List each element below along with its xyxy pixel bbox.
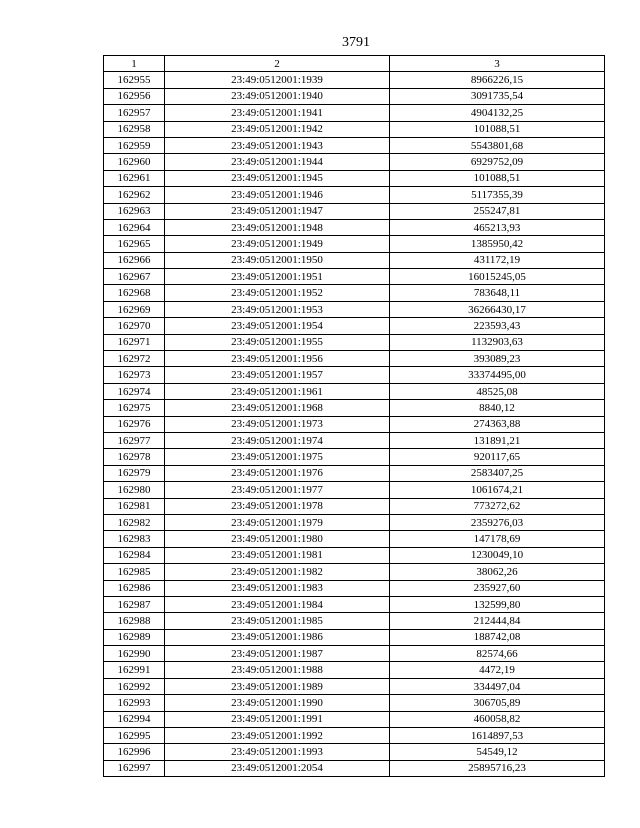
value-cell: 1230049,10 [390, 547, 605, 563]
table-row [104, 662, 605, 678]
cadastral-number-cell: 23:49:0512001:1988 [165, 662, 390, 678]
row-number-cell: 162967 [104, 269, 165, 285]
cadastral-number-cell: 23:49:0512001:1957 [165, 367, 390, 383]
cadastral-number-cell: 23:49:0512001:1993 [165, 744, 390, 760]
row-number-cell: 162976 [104, 416, 165, 432]
value-cell: 4904132,25 [390, 105, 605, 121]
row-number-cell: 162957 [104, 105, 165, 121]
value-cell: 306705,89 [390, 695, 605, 711]
value-cell: 274363,88 [390, 416, 605, 432]
cadastral-number-cell: 23:49:0512001:1951 [165, 269, 390, 285]
table-row [104, 728, 605, 744]
table-row [104, 383, 605, 399]
value-cell: 1132903,63 [390, 334, 605, 350]
row-number-cell: 162962 [104, 187, 165, 203]
cadastral-number-cell: 23:49:0512001:1984 [165, 596, 390, 612]
value-cell: 147178,69 [390, 531, 605, 547]
cadastral-number-cell: 23:49:0512001:1980 [165, 531, 390, 547]
row-number-cell: 162980 [104, 482, 165, 498]
value-cell: 6929752,09 [390, 154, 605, 170]
row-number-cell: 162979 [104, 465, 165, 481]
table-header [104, 56, 605, 72]
row-number-cell: 162991 [104, 662, 165, 678]
cadastral-number-cell: 23:49:0512001:1940 [165, 88, 390, 104]
table-row [104, 514, 605, 530]
table-row [104, 646, 605, 662]
row-number-cell: 162992 [104, 678, 165, 694]
row-number-cell: 162960 [104, 154, 165, 170]
table-row [104, 596, 605, 612]
row-number-cell: 162959 [104, 137, 165, 153]
cadastral-number-cell: 23:49:0512001:1956 [165, 351, 390, 367]
row-number-cell: 162974 [104, 383, 165, 399]
table-row [104, 301, 605, 317]
cadastral-number-cell: 23:49:0512001:1987 [165, 646, 390, 662]
cadastral-number-cell: 23:49:0512001:1944 [165, 154, 390, 170]
value-cell: 82574,66 [390, 646, 605, 662]
cadastral-number-cell: 23:49:0512001:1982 [165, 564, 390, 580]
cadastral-number-cell: 23:49:0512001:1989 [165, 678, 390, 694]
table-row [104, 121, 605, 137]
row-number-cell: 162987 [104, 596, 165, 612]
table-row [104, 432, 605, 448]
cadastral-number-cell: 23:49:0512001:1939 [165, 72, 390, 88]
value-cell: 255247,81 [390, 203, 605, 219]
value-cell: 431172,19 [390, 252, 605, 268]
cadastral-number-cell: 23:49:0512001:1975 [165, 449, 390, 465]
table-row [104, 580, 605, 596]
cadastral-number-cell: 23:49:0512001:1949 [165, 236, 390, 252]
row-number-cell: 162968 [104, 285, 165, 301]
table-row [104, 154, 605, 170]
cadastral-number-cell: 23:49:0512001:1950 [165, 252, 390, 268]
table-body [104, 72, 605, 777]
table-row [104, 695, 605, 711]
column-header-1: 1 [104, 56, 165, 72]
table-row [104, 760, 605, 776]
value-cell: 188742,08 [390, 629, 605, 645]
value-cell: 393089,23 [390, 351, 605, 367]
row-number-cell: 162956 [104, 88, 165, 104]
row-number-cell: 162996 [104, 744, 165, 760]
row-number-cell: 162984 [104, 547, 165, 563]
row-number-cell: 162973 [104, 367, 165, 383]
row-number-cell: 162958 [104, 121, 165, 137]
table-row [104, 449, 605, 465]
page-number: 3791 [342, 35, 370, 50]
table-row [104, 219, 605, 235]
table-row [104, 564, 605, 580]
value-cell: 2583407,25 [390, 465, 605, 481]
cadastral-number-cell: 23:49:0512001:1983 [165, 580, 390, 596]
value-cell: 1614897,53 [390, 728, 605, 744]
cadastral-number-cell: 23:49:0512001:1990 [165, 695, 390, 711]
cadastral-number-cell: 23:49:0512001:1977 [165, 482, 390, 498]
value-cell: 33374495,00 [390, 367, 605, 383]
value-cell: 5543801,68 [390, 137, 605, 153]
cadastral-number-cell: 23:49:0512001:1945 [165, 170, 390, 186]
table-row [104, 416, 605, 432]
row-number-cell: 162997 [104, 760, 165, 776]
table-row [104, 105, 605, 121]
table-row [104, 531, 605, 547]
cadastral-number-cell: 23:49:0512001:1954 [165, 318, 390, 334]
row-number-cell: 162955 [104, 72, 165, 88]
value-cell: 8840,12 [390, 400, 605, 416]
cadastral-number-cell: 23:49:0512001:1976 [165, 465, 390, 481]
row-number-cell: 162965 [104, 236, 165, 252]
table-row [104, 547, 605, 563]
cadastral-number-cell: 23:49:0512001:1978 [165, 498, 390, 514]
row-number-cell: 162972 [104, 351, 165, 367]
row-number-cell: 162975 [104, 400, 165, 416]
table-row [104, 498, 605, 514]
table-row [104, 744, 605, 760]
value-cell: 223593,43 [390, 318, 605, 334]
cadastral-number-cell: 23:49:0512001:1979 [165, 514, 390, 530]
cadastral-number-cell: 23:49:0512001:1947 [165, 203, 390, 219]
value-cell: 3091735,54 [390, 88, 605, 104]
table-row [104, 334, 605, 350]
value-cell: 54549,12 [390, 744, 605, 760]
cadastral-number-cell: 23:49:0512001:1955 [165, 334, 390, 350]
row-number-cell: 162981 [104, 498, 165, 514]
table-row [104, 269, 605, 285]
cadastral-number-cell: 23:49:0512001:1974 [165, 432, 390, 448]
cadastral-number-cell: 23:49:0512001:1946 [165, 187, 390, 203]
table-row [104, 678, 605, 694]
value-cell: 101088,51 [390, 121, 605, 137]
table-row [104, 88, 605, 104]
cadastral-number-cell: 23:49:0512001:1961 [165, 383, 390, 399]
value-cell: 101088,51 [390, 170, 605, 186]
row-number-cell: 162966 [104, 252, 165, 268]
table-row [104, 367, 605, 383]
value-cell: 773272,62 [390, 498, 605, 514]
row-number-cell: 162964 [104, 219, 165, 235]
row-number-cell: 162990 [104, 646, 165, 662]
row-number-cell: 162995 [104, 728, 165, 744]
value-cell: 2359276,03 [390, 514, 605, 530]
cadastral-number-cell: 23:49:0512001:1968 [165, 400, 390, 416]
cadastral-number-cell: 23:49:0512001:1943 [165, 137, 390, 153]
cadastral-number-cell: 23:49:0512001:1953 [165, 301, 390, 317]
cadastral-number-cell: 23:49:0512001:1952 [165, 285, 390, 301]
row-number-cell: 162985 [104, 564, 165, 580]
table-row [104, 711, 605, 727]
row-number-cell: 162978 [104, 449, 165, 465]
table-row [104, 252, 605, 268]
value-cell: 920117,65 [390, 449, 605, 465]
row-number-cell: 162989 [104, 629, 165, 645]
row-number-cell: 162982 [104, 514, 165, 530]
table-row [104, 236, 605, 252]
cadastral-number-cell: 23:49:0512001:2054 [165, 760, 390, 776]
table-row [104, 137, 605, 153]
row-number-cell: 162977 [104, 432, 165, 448]
cadastral-number-cell: 23:49:0512001:1941 [165, 105, 390, 121]
row-number-cell: 162993 [104, 695, 165, 711]
cadastral-number-cell: 23:49:0512001:1942 [165, 121, 390, 137]
value-cell: 235927,60 [390, 580, 605, 596]
table-row [104, 318, 605, 334]
value-cell: 48525,08 [390, 383, 605, 399]
value-cell: 36266430,17 [390, 301, 605, 317]
cadastral-number-cell: 23:49:0512001:1991 [165, 711, 390, 727]
table-row [104, 400, 605, 416]
register-table [103, 55, 605, 777]
column-header-3: 3 [390, 56, 605, 72]
table-row [104, 203, 605, 219]
value-cell: 1061674,21 [390, 482, 605, 498]
row-number-cell: 162988 [104, 613, 165, 629]
cadastral-number-cell: 23:49:0512001:1985 [165, 613, 390, 629]
value-cell: 1385950,42 [390, 236, 605, 252]
value-cell: 8966226,15 [390, 72, 605, 88]
row-number-cell: 162963 [104, 203, 165, 219]
table-row [104, 285, 605, 301]
value-cell: 16015245,05 [390, 269, 605, 285]
row-number-cell: 162986 [104, 580, 165, 596]
value-cell: 334497,04 [390, 678, 605, 694]
value-cell: 460058,82 [390, 711, 605, 727]
value-cell: 212444,84 [390, 613, 605, 629]
header-row [104, 56, 605, 72]
row-number-cell: 162961 [104, 170, 165, 186]
value-cell: 465213,93 [390, 219, 605, 235]
row-number-cell: 162971 [104, 334, 165, 350]
value-cell: 38062,26 [390, 564, 605, 580]
table-row [104, 72, 605, 88]
cadastral-number-cell: 23:49:0512001:1992 [165, 728, 390, 744]
cadastral-number-cell: 23:49:0512001:1981 [165, 547, 390, 563]
row-number-cell: 162969 [104, 301, 165, 317]
table-row [104, 629, 605, 645]
table-row [104, 170, 605, 186]
value-cell: 25895716,23 [390, 760, 605, 776]
table-row [104, 351, 605, 367]
value-cell: 783648,11 [390, 285, 605, 301]
table-row [104, 465, 605, 481]
cadastral-number-cell: 23:49:0512001:1973 [165, 416, 390, 432]
cadastral-number-cell: 23:49:0512001:1986 [165, 629, 390, 645]
value-cell: 132599,80 [390, 596, 605, 612]
table-row [104, 613, 605, 629]
row-number-cell: 162983 [104, 531, 165, 547]
column-header-2: 2 [165, 56, 390, 72]
table-row [104, 187, 605, 203]
row-number-cell: 162994 [104, 711, 165, 727]
row-number-cell: 162970 [104, 318, 165, 334]
table-row [104, 482, 605, 498]
cadastral-number-cell: 23:49:0512001:1948 [165, 219, 390, 235]
value-cell: 131891,21 [390, 432, 605, 448]
value-cell: 5117355,39 [390, 187, 605, 203]
value-cell: 4472,19 [390, 662, 605, 678]
